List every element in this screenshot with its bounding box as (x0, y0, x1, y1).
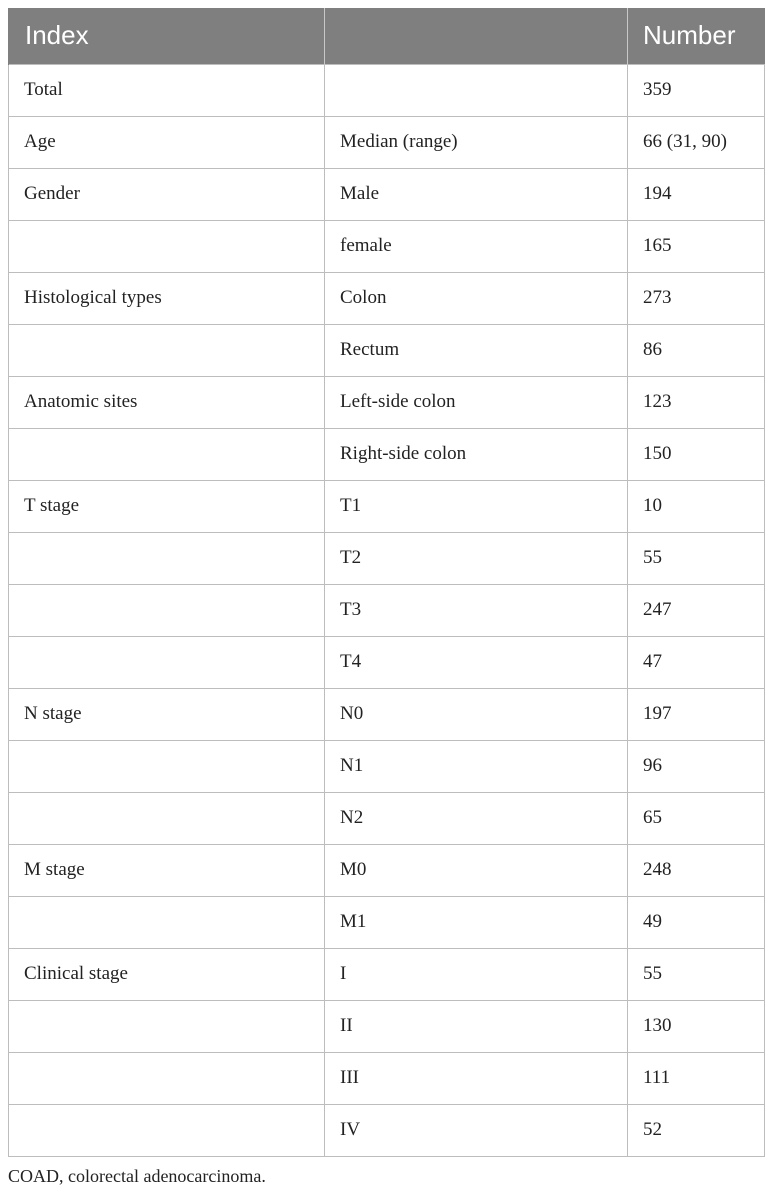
table-row (9, 428, 765, 480)
subcategory-cell: female (325, 220, 628, 272)
index-cell: Age (9, 116, 325, 168)
table-row (9, 272, 765, 324)
number-cell: 359 (628, 64, 765, 116)
subcategory-cell: T1 (325, 480, 628, 532)
number-cell: 65 (628, 792, 765, 844)
table-row (9, 792, 765, 844)
table-row (9, 168, 765, 220)
subcategory-cell (325, 64, 628, 116)
table-row (9, 324, 765, 376)
number-cell: 10 (628, 480, 765, 532)
number-cell: 165 (628, 220, 765, 272)
subcategory-cell: Male (325, 168, 628, 220)
number-cell: 66 (31, 90) (628, 116, 765, 168)
index-cell: M stage (9, 844, 325, 896)
header-row (9, 8, 765, 64)
table-row (9, 688, 765, 740)
subcategory-cell: N0 (325, 688, 628, 740)
table-body (9, 64, 765, 1156)
number-cell: 47 (628, 636, 765, 688)
number-cell: 194 (628, 168, 765, 220)
number-cell: 55 (628, 948, 765, 1000)
characteristics-table (8, 8, 765, 1157)
index-cell (9, 220, 325, 272)
index-cell (9, 1000, 325, 1052)
subcategory-cell: T3 (325, 584, 628, 636)
table-row (9, 220, 765, 272)
index-cell (9, 740, 325, 792)
table-row (9, 740, 765, 792)
index-cell: Anatomic sites (9, 376, 325, 428)
subcategory-cell: Rectum (325, 324, 628, 376)
number-cell: 111 (628, 1052, 765, 1104)
header-number: Number (628, 8, 765, 64)
table-container (8, 8, 764, 1157)
table-header (9, 8, 765, 64)
subcategory-cell: N2 (325, 792, 628, 844)
subcategory-cell: Median (range) (325, 116, 628, 168)
table-row (9, 584, 765, 636)
subcategory-cell: II (325, 1000, 628, 1052)
number-cell: 150 (628, 428, 765, 480)
table-row (9, 948, 765, 1000)
index-cell (9, 1104, 325, 1156)
table-row (9, 64, 765, 116)
index-cell (9, 1052, 325, 1104)
table-row (9, 896, 765, 948)
index-cell: Clinical stage (9, 948, 325, 1000)
index-cell: Gender (9, 168, 325, 220)
number-cell: 248 (628, 844, 765, 896)
subcategory-cell: N1 (325, 740, 628, 792)
index-cell: Histological types (9, 272, 325, 324)
index-cell: T stage (9, 480, 325, 532)
subcategory-cell: III (325, 1052, 628, 1104)
table-row (9, 376, 765, 428)
subcategory-cell: I (325, 948, 628, 1000)
header-index: Index (9, 8, 325, 64)
index-cell (9, 896, 325, 948)
subcategory-cell: T4 (325, 636, 628, 688)
number-cell: 86 (628, 324, 765, 376)
number-cell: 49 (628, 896, 765, 948)
table-row (9, 480, 765, 532)
header-subcategory (325, 8, 628, 64)
number-cell: 55 (628, 532, 765, 584)
index-cell: Total (9, 64, 325, 116)
table-row (9, 1052, 765, 1104)
number-cell: 273 (628, 272, 765, 324)
index-cell (9, 584, 325, 636)
table-row (9, 636, 765, 688)
table-row (9, 1104, 765, 1156)
index-cell (9, 324, 325, 376)
subcategory-cell: T2 (325, 532, 628, 584)
number-cell: 247 (628, 584, 765, 636)
index-cell (9, 636, 325, 688)
subcategory-cell: M1 (325, 896, 628, 948)
table-row (9, 1000, 765, 1052)
subcategory-cell: M0 (325, 844, 628, 896)
table-row (9, 532, 765, 584)
index-cell (9, 532, 325, 584)
index-cell: N stage (9, 688, 325, 740)
number-cell: 197 (628, 688, 765, 740)
number-cell: 52 (628, 1104, 765, 1156)
subcategory-cell: IV (325, 1104, 628, 1156)
index-cell (9, 428, 325, 480)
subcategory-cell: Right-side colon (325, 428, 628, 480)
number-cell: 123 (628, 376, 765, 428)
table-footnote: COAD, colorectal adenocarcinoma. (8, 1166, 266, 1186)
index-cell (9, 792, 325, 844)
subcategory-cell: Colon (325, 272, 628, 324)
table-row (9, 844, 765, 896)
subcategory-cell: Left-side colon (325, 376, 628, 428)
number-cell: 96 (628, 740, 765, 792)
table-row (9, 116, 765, 168)
number-cell: 130 (628, 1000, 765, 1052)
